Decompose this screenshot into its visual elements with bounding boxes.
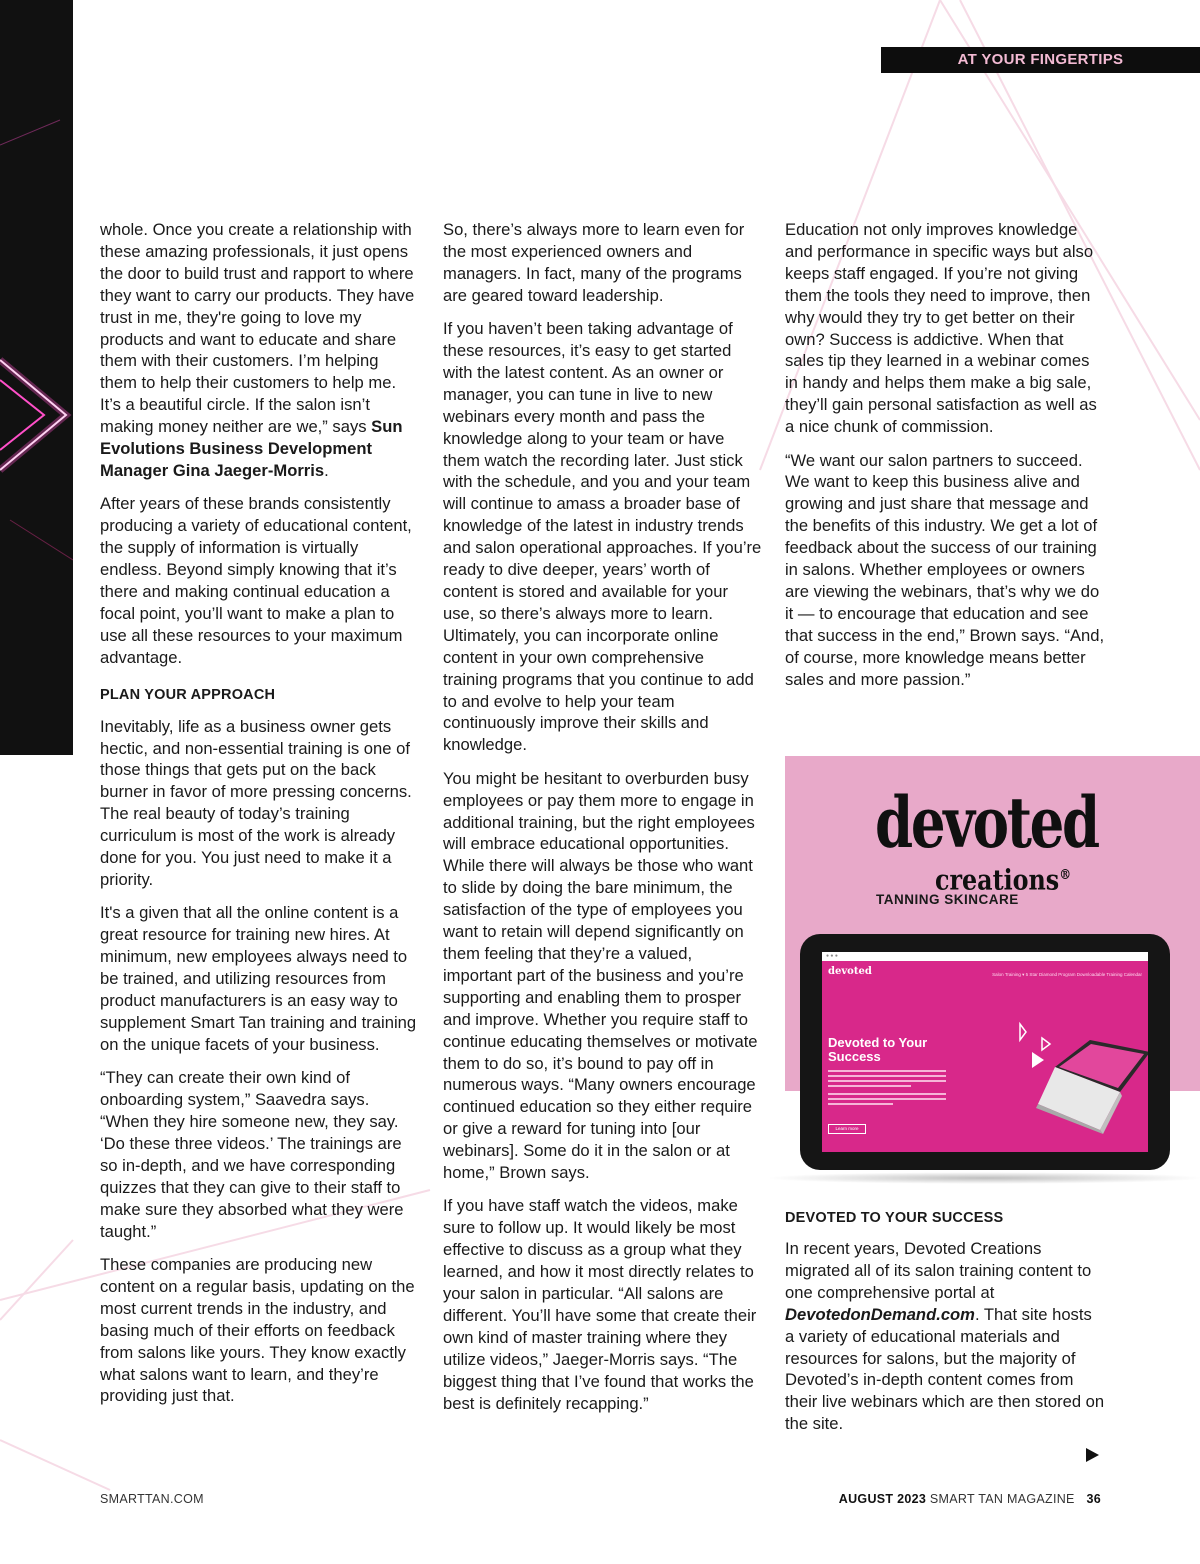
paragraph: So, there’s always more to learn even for the most experienced owners and managers. In fact, many of the programs are geared toward leadership. xyxy=(443,220,745,305)
screen-headline xyxy=(828,1036,927,1064)
paragraph: It's a given that all the online content is a great resource for training new hires. At minimum, new employees always need to be trained, and utilizing resources from product manufacturers is an easy way to supplement Smart Tan training and training on the unique facets of your business. xyxy=(100,903,417,1054)
neon-chevron-icon xyxy=(0,0,73,755)
paragraph: If you have staff watch the videos, make sure to follow up. It would likely be most effective to discuss as a group what they learned, and how it most directly relates to your salon in particular. “All salons are different. You’ll have some that create their own kind of master training where they utilize videos,” Jaeger-Morris says. “The biggest thing that I’ve found that works the best is definitely recapping.” xyxy=(443,1196,757,1413)
screen-headline-line-2: Success xyxy=(828,1049,881,1064)
paragraph: If you haven’t been taking advantage of these resources, it’s easy to get started with the latest content. As an owner or manager, you can tune in live to new webinars every month and pass the knowledge along to your team or have them watch the recording later. Just stick with the schedule, and you and your team will continue to amass a broader base of knowledge of the latest in industry trends and salon operational approaches. If you’re ready to dive deeper, years’ worth of content is stored and available for your use, so there’s always more to learn. Ultimately, you can incorporate online content in your own comprehensive training programs that you continue to add to and evolve to help your team continuously improve their skills and knowledge. xyxy=(443,319,762,755)
screen-headline-line-1: Devoted to Your xyxy=(828,1035,928,1050)
speaker-name: Sun Evolutions Business Development Manager Gina Jaeger-Morris xyxy=(100,417,403,480)
text: . That site hosts a variety of educational materials and resources for salons, but the majority of Devoted’s in-depth content comes from their live webinars which are then stored on the site. xyxy=(785,1304,1105,1434)
paragraph: “We want our salon partners to succeed. We want to keep this business alive and growing and just share that message and the benefits of this industry. We get a lot of feedback about the success of our training in salons. Whether employees or owners are viewing the webinars, that’s why we do it — to encourage that education and see that success in the end,” Brown says. “And, of course, more knowledge means better sales and more passion.” xyxy=(785,450,1105,689)
left-black-bar xyxy=(0,0,73,755)
brand-logo-sub-text: creations xyxy=(935,863,1060,897)
magazine-name: SMART TAN MAGAZINE xyxy=(929,1492,1075,1506)
section-tag: AT YOUR FINGERTIPS xyxy=(881,47,1200,73)
article-column-1 xyxy=(100,219,418,1419)
laptop-illustration xyxy=(980,1012,1148,1142)
tablet-screen xyxy=(822,952,1148,1152)
registered-mark: ® xyxy=(1059,867,1072,883)
devoted-creations-ad xyxy=(785,756,1200,1191)
continue-arrow-icon xyxy=(1083,1446,1101,1464)
paragraph xyxy=(100,219,418,482)
page-number: 36 xyxy=(1086,1492,1101,1506)
text: whole. Once you create a relationship with these amazing professionals, it just opens the door to build trust and rapport to where they want to carry our products. They have trust in me, they're going to love my products and want to educate and share them with their customers. I’m helping them to help their customers to help me. It’s a beautiful circle. If the salon isn’t making money neither are we,” says xyxy=(100,220,415,437)
screen-logo: devoted xyxy=(828,966,872,977)
text: In recent years, Devoted Creations migrated all of its salon training content to one comprehensive portal at xyxy=(785,1239,1092,1302)
article-column-3-bottom xyxy=(785,1208,1105,1435)
brand-tagline: TANNING SKINCARE xyxy=(876,892,1019,907)
screen-body-copy xyxy=(828,1070,946,1108)
website-link[interactable]: DevotedonDemand.com xyxy=(785,1304,975,1324)
paragraph: Education not only improves knowledge and performance in specific ways but also keeps staff engaged. If you’re not giving them the tools they need to improve, then why would they try to get better on their own? Success is addictive. When that sales tip they learned in a webinar comes in handy and helps them make a big sale, they’ll gain personal satisfaction as well as a nice chunk of commission. xyxy=(785,220,1097,437)
paragraph xyxy=(785,1238,1105,1435)
paragraph: Inevitably, life as a business owner gets hectic, and non-essential training is one of those things that gets put on the back burner in favor of more pressing concerns. The real beauty of today’s training curriculum is most of the work is already done for you. You just need to make it a priority. xyxy=(100,716,412,889)
article-column-2 xyxy=(443,219,763,1426)
browser-bar: ● ● ● xyxy=(822,952,1148,961)
paragraph: After years of these brands consistently producing a variety of educational content, the supply of information is virtually endless. Beyond simply knowing that it’s there and making continual education a focal point, you’ll want to make a plan to use all these resources to your maximum advantage. xyxy=(100,494,412,667)
paragraph: “They can create their own kind of onboarding system,” Saavedra says. “When they hire someone new, they say. ‘Do these three videos.’ The trainings are so in-depth, and we have corresponding quizzes that they can give to their staff to make sure they absorbed what they were taught.” xyxy=(100,1068,404,1241)
section-heading: PLAN YOUR APPROACH xyxy=(100,686,276,703)
tablet-shadow xyxy=(765,1172,1200,1184)
section-heading: DEVOTED TO YOUR SUCCESS xyxy=(785,1210,1004,1226)
tablet-device xyxy=(800,934,1170,1170)
brand-logo: devoted xyxy=(875,781,1098,864)
article-column-3 xyxy=(785,219,1105,702)
issue-date: AUGUST 2023 xyxy=(838,1492,927,1506)
paragraph: These companies are producing new content on a regular basis, updating on the most current trends in the industry, and basing much of their efforts on feedback from salons like yours. They know exactly what salons want to learn, and they’re providing just that. xyxy=(100,1254,415,1406)
paragraph: You might be hesitant to overburden busy employees or pay them more to engage in additional training, but the right employees will embrace educational opportunities. While there will always be those who want to slide by doing the bare minimum, the satisfaction of the type of employees you want to retain will depend significantly on them feeling that they’re a valued, important part of the business and you’re supporting and enabling them to prosper and improve. Whether you require staff to continue educating themselves or motivate them to do so, it’s bound to pay off in numerous ways. “Many owners encourage continued education so they either require or give a reward for tuning into [our webinars]. Some do it in the salon or at home,” Brown says. xyxy=(443,768,758,1183)
screen-learn-more-button: Learn more xyxy=(828,1124,866,1134)
footer-issue xyxy=(839,1492,1101,1506)
footer-website: SMARTTAN.COM xyxy=(100,1492,204,1506)
text: . xyxy=(324,460,329,480)
screen-menu: Salon Training ▾ 5 Star Diamond Program Downloadable Training Calendar xyxy=(992,972,1142,977)
brand-logo-sub xyxy=(935,860,1071,895)
